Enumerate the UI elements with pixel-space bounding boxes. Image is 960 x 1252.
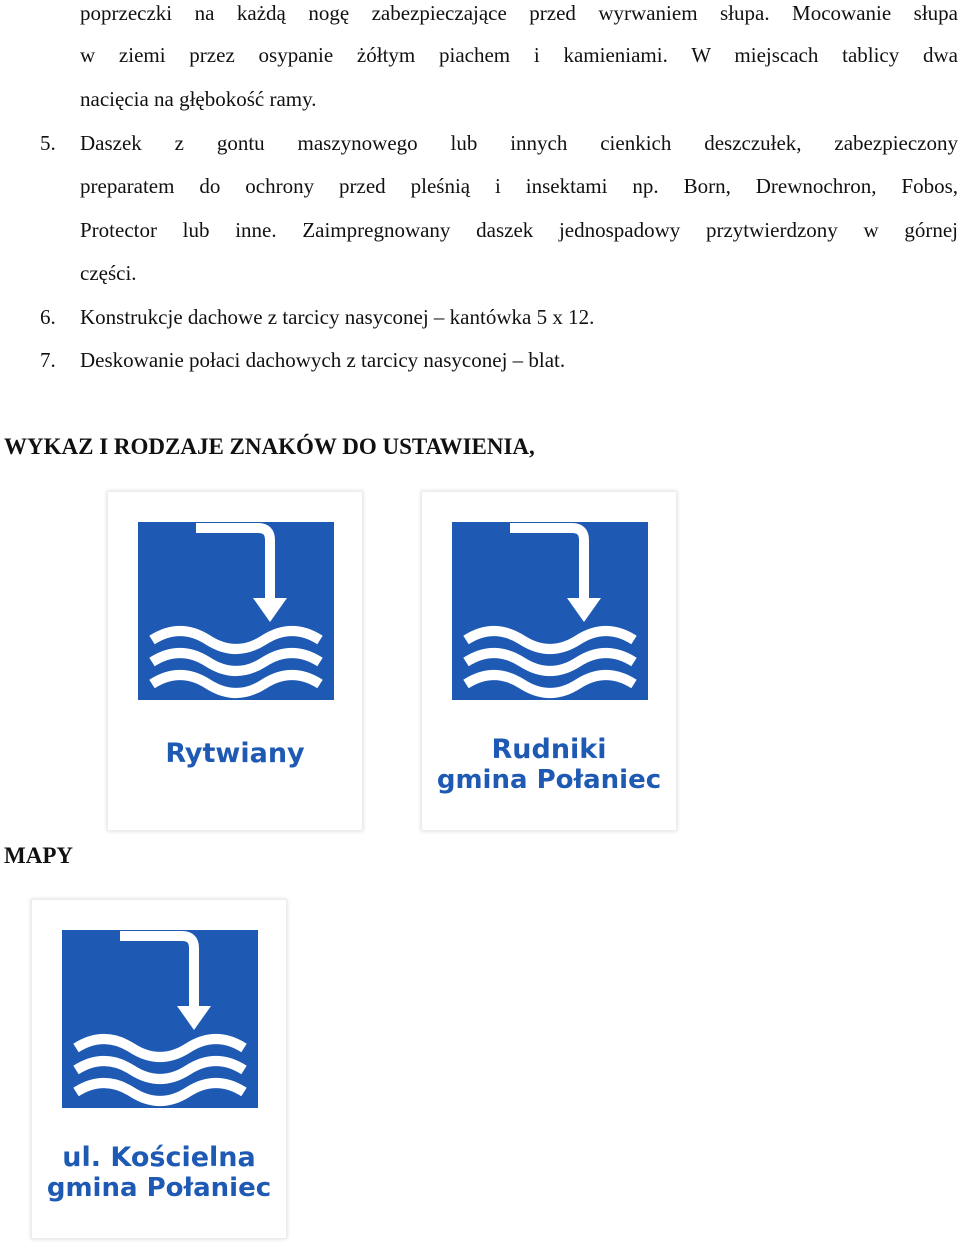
- sign-rudniki: [422, 492, 676, 830]
- sign-caption: gmina Połaniec: [436, 765, 662, 795]
- text-line: Konstrukcje dachowe z tarcicy nasyconej – kantówka 5 x 12.: [80, 305, 595, 329]
- text-line: części.: [80, 261, 137, 285]
- text-line: nacięcia na głębokość ramy.: [80, 87, 317, 111]
- text-line: Protector lub inne. Zaimpregnowany daszek jednospadowy przytwierdzony w górnej: [80, 218, 958, 242]
- sign-rytwiany: [108, 492, 362, 830]
- sign-caption: Rytwiany: [165, 738, 305, 769]
- list-item-number: 5.: [40, 131, 56, 155]
- section-heading-signs: WYKAZ I RODZAJE ZNAKÓW DO USTAWIENIA,: [4, 434, 535, 459]
- text-line: poprzeczki na każdą nogę zabezpieczające przed wyrwaniem słupa. Mocowanie słupa: [80, 1, 958, 25]
- list-item-number: 7.: [40, 348, 56, 372]
- list-item-number: 6.: [40, 305, 56, 329]
- sign-koscielna: [32, 900, 286, 1238]
- section-heading-maps: MAPY: [4, 843, 73, 868]
- water-intake-icon: [108, 492, 362, 830]
- text-line: w ziemi przez osypanie żółtym piachem i kamieniami. W miejscach tablicy dwa: [80, 43, 958, 67]
- text-line: preparatem do ochrony przed pleśnią i insektami np. Born, Drewnochron, Fobos,: [80, 174, 958, 198]
- text-line: Deskowanie połaci dachowych z tarcicy nasyconej – blat.: [80, 348, 566, 372]
- sign-caption: Rudniki: [491, 734, 607, 765]
- sign-caption: gmina Połaniec: [46, 1173, 272, 1203]
- text-line: Daszek z gontu maszynowego lub innych cienkich deszczułek, zabezpieczony: [80, 131, 958, 155]
- sign-caption: ul. Kościelna: [62, 1142, 256, 1173]
